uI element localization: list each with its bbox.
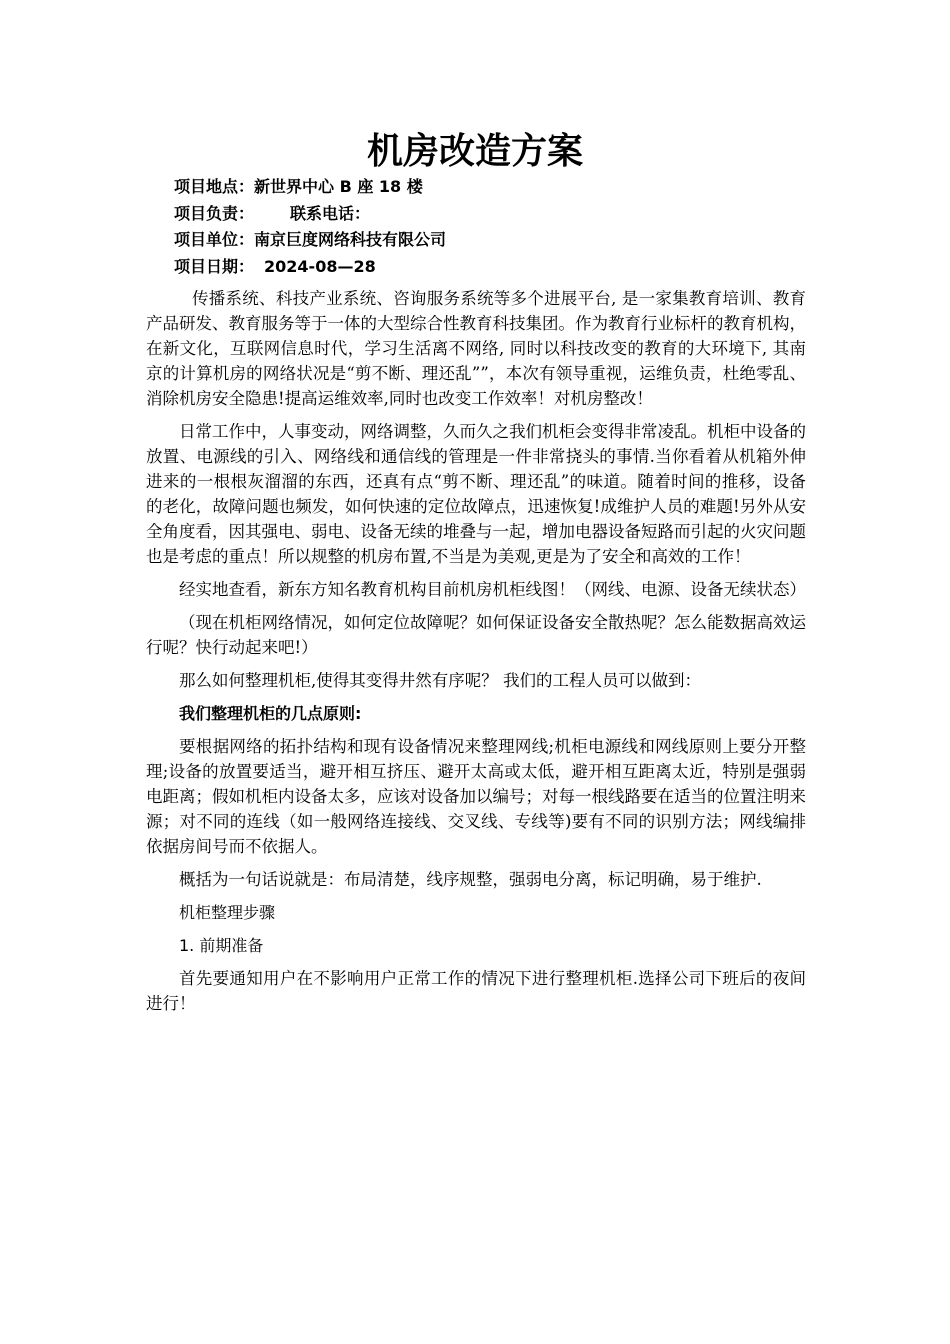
project-responsible-label: 项目负责： bbox=[174, 203, 255, 223]
step-1-paragraph: 首先要通知用户在不影响用户正常工作的情况下进行整理机柜.选择公司下班后的夜间进行！ bbox=[146, 969, 806, 1013]
contact-phone-label: 联系电话： bbox=[290, 203, 371, 223]
principles-heading: 我们整理机柜的几点原则: bbox=[179, 704, 362, 723]
project-date-row bbox=[174, 254, 446, 281]
project-date-value: 2024-08—28 bbox=[264, 256, 376, 276]
document-body bbox=[146, 286, 806, 1024]
question-paragraph: （现在机柜网络情况，如何定位故障呢？如何保证设备安全散热呢？怎么能数据高效运行呢？快行动起来吧!） bbox=[146, 613, 806, 657]
principles-paragraph: 要根据网络的拓扑结构和现有设备情况来整理网线;机柜电源线和网线原则上要分开整理;设备的放置要适当，避开相互挤压、避开太高或太低，避开相互距离太近，特别是强弱电距离；假如机柜内设备太多，应该对设备加以编号；对每一根线路要在适当的位置注明来源；对不同的连线（如一般网络连接线、交叉线、专线等)要有不同的识别方法；网线编排依据房间号而不依据人。 bbox=[146, 737, 806, 856]
inspection-paragraph: 经实地查看，新东方知名教育机构目前机房机柜线图！（网线、电源、设备无续状态） bbox=[179, 580, 806, 599]
daily-work-paragraph: 日常工作中，人事变动，网络调整，久而久之我们机柜会变得非常凌乱。机柜中设备的放置、电源线的引入、网络线和通信线的管理是一件非常挠头的事情.当你看着从机箱外伸进来的一根根灰溜溜的东西，还真有点“剪不断、理还乱”的味道。随着时间的推移，设备的老化，故障问题也频发，如何快速的定位故障点，迅速恢复!成维护人员的难题!另外从安全角度看，因其强电、弱电、设备无续的堆叠与一起，增加电器设备短路而引起的火灾问题也是考虑的重点！所以规整的机房布置,不当是为美观,更是为了安全和高效的工作！ bbox=[146, 422, 806, 566]
project-unit-label: 项目单位： bbox=[174, 230, 255, 249]
document-title: 机房改造方案 bbox=[366, 131, 583, 172]
step-1-heading: 1. 前期准备 bbox=[179, 936, 264, 955]
project-unit-row bbox=[174, 227, 446, 254]
project-location-value: 新世界中心 B 座 18 楼 bbox=[254, 177, 423, 196]
project-responsible-row bbox=[174, 201, 446, 228]
steps-heading: 机柜整理步骤 bbox=[179, 903, 276, 922]
how-paragraph: 那么如何整理机柜,使得其变得井然有序呢？ 我们的工程人员可以做到： bbox=[179, 671, 701, 690]
intro-paragraph: 传播系统、科技产业系统、咨询服务系统等多个进展平台, 是一家集教育培训、教育产品研发、教育服务等于一体的大型综合性教育科技集团。作为教育行业标杆的教育机构，在新文化，互联网信息时代，学习生活离不网络, 同时以科技改变的教育的大环境下, 其南京的计算机房的网络状况是“剪不断、理还乱””，本次有领导重视，运维负责，杜绝零乱、消除机房安全隐患!提高运维效率,同时也改变工作效率！对机房整改！ bbox=[146, 289, 806, 408]
project-unit-value: 南京巨度网络科技有限公司 bbox=[254, 230, 447, 249]
project-date-label: 项目日期： bbox=[174, 256, 255, 276]
project-info bbox=[174, 174, 446, 280]
project-location-label: 项目地点： bbox=[174, 177, 255, 196]
summary-paragraph: 概括为一句话说就是：布局清楚，线序规整，强弱电分离，标记明确，易于维护. bbox=[179, 870, 762, 889]
project-location-row bbox=[174, 174, 446, 201]
